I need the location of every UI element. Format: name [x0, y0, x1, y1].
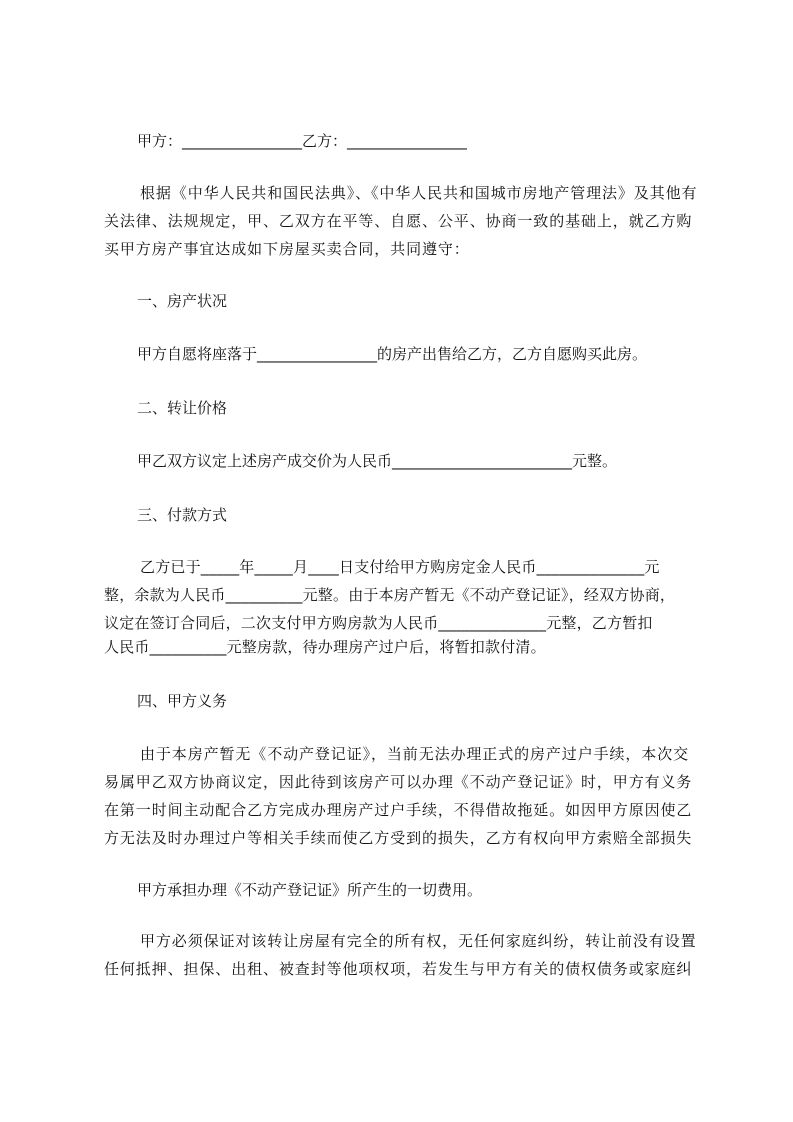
- section3-line-4: 人民币__________元整房款，待办理房产过户后，将暂扣款付清。: [104, 638, 546, 656]
- section2-heading: 二、转让价格: [137, 399, 228, 417]
- section4-para1-line-3: 在第一时间主动配合乙方完成办理房产过户手续，不得借故拖延。如因甲方原因使乙: [104, 801, 693, 819]
- section4-para2: 甲方承担办理《不动产登记证》所产生的一切费用。: [137, 881, 483, 899]
- section3-heading: 三、付款方式: [137, 506, 228, 524]
- intro-line-3: 买甲方房产事宜达成如下房屋买卖合同，共同遵守：: [104, 240, 470, 258]
- section3-line-3: 议定在签订合同后，二次支付甲方购房款为人民币______________元整，乙方暂扣: [104, 614, 653, 632]
- section4-para1-line-4: 方无法及时办理过户等相关手续而使乙方受到的损失，乙方有权向甲方索赔全部损失: [104, 829, 693, 847]
- section4-para1-line-2: 易属甲乙双方协商议定，因此待到该房产可以办理《不动产登记证》时，甲方有义务: [104, 773, 693, 791]
- section1-heading: 一、房产状况: [137, 292, 228, 310]
- section1-text: 甲方自愿将座落于________________的房产出售给乙方，乙方自愿购买此房。: [137, 345, 648, 363]
- section4-para1-line-1: 由于本房产暂无《不动产登记证》，当前无法办理正式的房产过户手续，本次交: [140, 745, 690, 763]
- section2-text: 甲乙双方议定上述房产成交价为人民币________________________元整。: [137, 452, 618, 470]
- section4-para3-line-1: 甲方必须保证对该转让房屋有完全的所有权，无任何家庭纠纷，转让前没有设置: [140, 932, 697, 950]
- section4-heading: 四、甲方义务: [137, 692, 228, 710]
- section3-line-1: 乙方已于_____年_____月____日支付给甲方购房定金人民币______________元: [140, 558, 660, 576]
- intro-line-2: 关法律、法规规定，甲、乙双方在平等、自愿、公平、协商一致的基础上，就乙方购: [104, 212, 693, 230]
- parties-line: 甲方：________________乙方：________________: [137, 132, 468, 150]
- intro-line-1: 根据《中华人民共和国民法典》、《中华人民共和国城市房地产管理法》及其他有: [140, 184, 698, 202]
- section4-para3-line-2: 任何抵押、担保、出租、被查封等他项权项，若发生与甲方有关的债权债务或家庭纠: [104, 960, 693, 978]
- section3-line-2: 整，余款为人民币__________元整。由于本房产暂无《不动产登记证》，经双方协商，: [104, 586, 676, 604]
